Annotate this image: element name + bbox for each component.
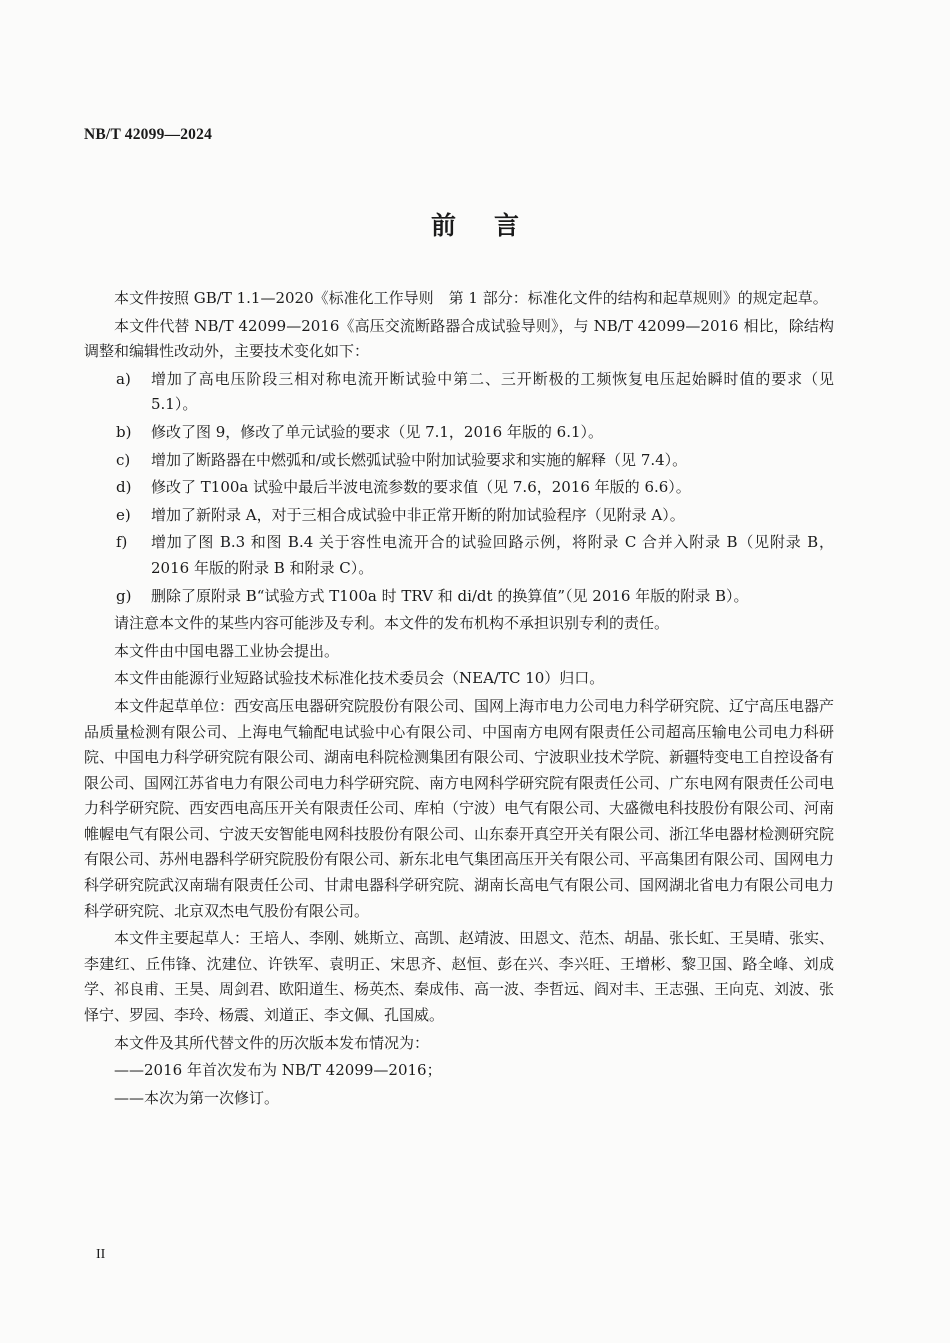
paragraph: 本文件起草单位：西安高压电器研究院股份有限公司、国网上海市电力公司电力科学研究院、辽宁高压电器产品质量检测有限公司、上海电气输配电试验中心有限公司、中国南方电网有限责任公司超高压输电公司电力科研院、中国电力科学研究院有限公司、湖南电科院检测集团有限公司、宁波职业技术学院、新疆特变电工自控设备有限公司、国网江苏省电力有限公司电力科学研究院、南方电网科学研究院有限责任公司、广东电网有限责任公司电力科学研究院、西安西电高压开关有限责任公司、库柏（宁波）电气有限公司、大盛微电科技股份有限公司、河南帷幄电气有限公司、宁波天安智能电网科技股份有限公司、山东泰开真空开关有限公司、浙江华电器材检测研究院有限公司、苏州电器科学研究院股份有限公司、新东北电气集团高压开关有限公司、平高集团有限公司、国网电力科学研究院武汉南瑞有限责任公司、甘肃电器科学研究院、湖南长高电气有限公司、国网湖北省电力有限公司电力科学研究院、北京双杰电气股份有限公司。 <box>84 696 835 920</box>
paragraph: 本文件代替 NB/T 42099—2016《高压交流断路器合成试验导则》，与 NB/T 42099—2016 相比，除结构调整和编辑性改动外，主要技术变化如下： <box>84 316 834 361</box>
list-item <box>116 420 834 446</box>
list-item-text: 修改了图 9，修改了单元试验的要求（见 7.1，2016 年版的 6.1）。 <box>151 422 604 441</box>
standard-code: NB/T 42099—2024 <box>84 126 213 143</box>
list-item-text: 增加了图 B.3 和图 B.4 关于容性电流开合的试验回路示例，将附录 C 合并入附录 B（见附录 B，2016 年版的附录 B 和附录 C）。 <box>151 533 834 577</box>
list-item-text: 增加了高电压阶段三相对称电流开断试验中第二、三开断极的工频恢复电压起始瞬时值的要求（见 5.1）。 <box>151 369 834 414</box>
page-title: 前言 <box>430 211 557 240</box>
paragraph: 本文件由能源行业短路试验技术标准化技术委员会（NEA/TC 10）归口。 <box>114 669 605 688</box>
history-item: ——2016 年首次发布为 NB/T 42099—2016； <box>114 1061 442 1080</box>
page-number: II <box>96 1247 106 1262</box>
list-item-label: f) <box>116 533 128 552</box>
list-item <box>116 448 834 474</box>
list-item <box>116 367 834 418</box>
paragraph: 本文件及其所代替文件的历次版本发布情况为： <box>114 1033 430 1052</box>
list-item-text: 增加了新附录 A，对于三相合成试验中非正常开断的附加试验程序（见附录 A）。 <box>151 505 685 524</box>
document-body <box>84 286 834 1113</box>
paragraph: 本文件主要起草人：王培人、李刚、姚斯立、高凯、赵靖波、田恩文、范杰、胡晶、张长虹、王昊晴、张实、李建红、丘伟锋、沈建位、许铁军、袁明正、宋思齐、赵恒、彭在兴、李兴旺、王增彬、黎卫国、路全峰、刘成学、祁良甫、王昊、周剑君、欧阳道生、杨英杰、秦成伟、高一波、李哲远、阎对丰、王志强、王向克、刘波、张怿宁、罗园、李玲、杨震、刘道正、李文佩、孔国威。 <box>84 929 835 1025</box>
paragraph: 本文件按照 GB/T 1.1—2020《标准化工作导则 第 1 部分：标准化文件的结构和起草规则》的规定起草。 <box>114 289 828 307</box>
list-item <box>116 530 834 581</box>
list-item-text: 增加了断路器在中燃弧和/或长燃弧试验中附加试验要求和实施的解释（见 7.4）。 <box>151 450 688 469</box>
list-item <box>116 475 834 501</box>
history-item: ——本次为第一次修订。 <box>114 1088 280 1107</box>
list-item <box>116 584 834 610</box>
list-item-text: 修改了 T100a 试验中最后半波电流参数的要求值（见 7.6，2016 年版的 6.6）。 <box>151 478 691 497</box>
change-list <box>116 367 834 609</box>
list-item <box>116 503 834 529</box>
list-item-label: g) <box>116 586 132 605</box>
list-item-label: c) <box>116 450 131 469</box>
paragraph: 本文件由中国电器工业协会提出。 <box>114 641 340 660</box>
list-item-label: a) <box>116 369 131 388</box>
list-item-label: b) <box>116 422 132 441</box>
list-item-label: e) <box>116 505 131 524</box>
list-item-label: d) <box>116 478 132 497</box>
paragraph: 请注意本文件的某些内容可能涉及专利。本文件的发布机构不承担识别专利的责任。 <box>114 614 670 633</box>
list-item-text: 删除了原附录 B“试验方式 T100a 时 TRV 和 di/dt 的换算值”（见 2016 年版的附录 B）。 <box>151 586 749 605</box>
